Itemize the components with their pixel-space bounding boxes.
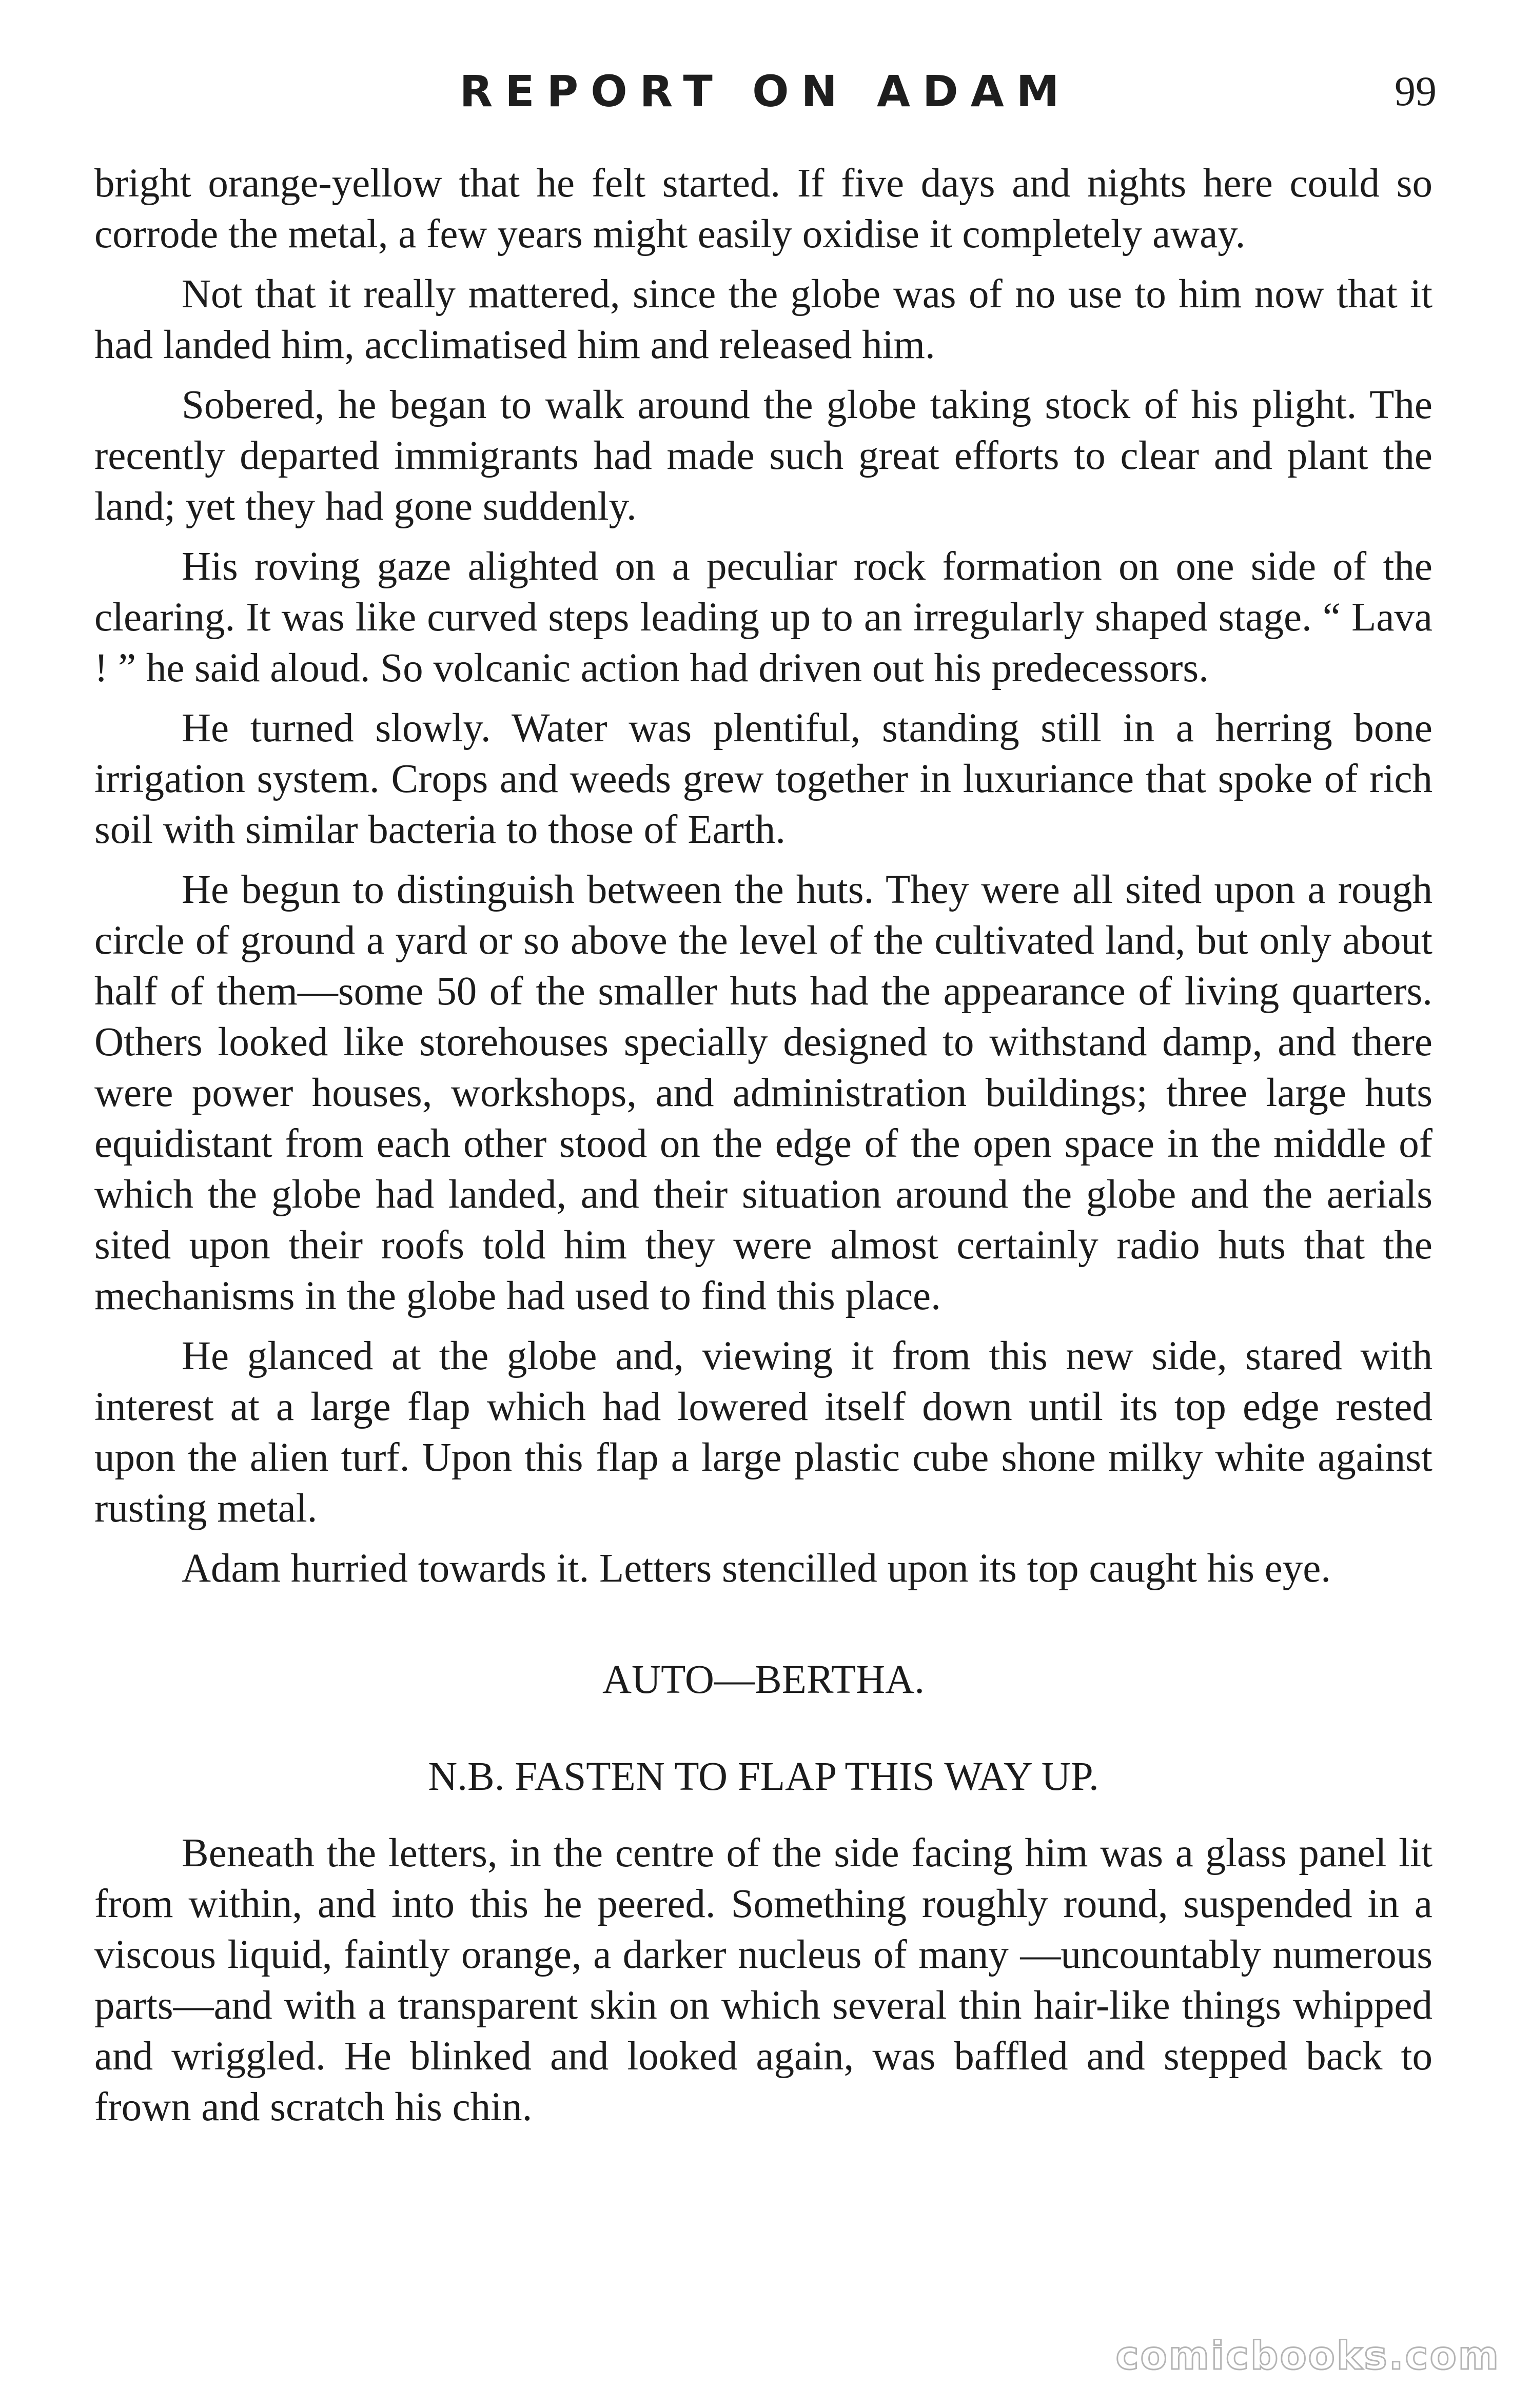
paragraph: His roving gaze alighted on a peculiar rock formation on one side of the clearing. It was like curved steps leading up to an irregularly shaped stage. “ Lava ! ” he said aloud. So volcanic action had driven out his predecessors. <box>94 544 1432 690</box>
watermark-logo: comicbooks.com <box>1115 2333 1500 2378</box>
paragraph: Not that it really mattered, since the globe was of no use to him now that it had landed him, acclimatised him and released him. <box>94 272 1432 367</box>
running-head <box>94 61 1437 122</box>
paragraph: He glanced at the globe and, viewing it from this new side, stared with interest at a large flap which had lowered itself down until its top edge rested upon the alien turf. Upon this flap a large plastic cube shone milky white against rusting metal. <box>94 1334 1432 1531</box>
paragraph: He begun to distinguish between the huts. They were all sited upon a rough circle of ground a yard or so above the level of the cultivated land, but only about half of them—some 50 of the smaller huts had the appearance of living quarters. Others looked like storehouses specially designed to withstand damp, and there were power houses, workshops, and administration buildings; three large huts equidistant from each other stood on the edge of the open space in the middle of which the globe had landed, and their situation around the globe and the aerials sited upon their roofs told him they were almost certainly radio huts that the mechanisms in the globe had used to find this place. <box>94 867 1432 1318</box>
paragraph: He turned slowly. Water was plentiful, standing still in a herring bone irrigation system. Crops and weeds grew together in luxuriance that spoke of rich soil with similar bacteria to those of Earth. <box>94 706 1432 852</box>
paragraph: Beneath the letters, in the centre of the side facing him was a glass panel lit from within, and into this he peered. Something roughly round, suspended in a viscous liquid, faintly orange, a darker nucleus of many —uncountably numerous parts—and with a transparent skin on which several thin hair-like things whipped and wriggled. He blinked and looked again, was baffled and stepped back to frown and scratch his chin. <box>94 1831 1432 2129</box>
stencil-note: N.B. FASTEN TO FLAP THIS WAY UP. <box>428 1754 1099 1799</box>
paragraph: bright orange-yellow that he felt started. If five days and nights here could so corrode the metal, a few years might easily oxidise it completely away. <box>94 161 1432 256</box>
paragraph: Sobered, he began to walk around the globe taking stock of his plight. The recently departed immigrants had made such great efforts to clear and plant the land; yet they had gone suddenly. <box>94 383 1432 529</box>
stencil-heading: AUTO—BERTHA. <box>602 1657 925 1702</box>
page-number: 99 <box>1395 68 1437 114</box>
body-text <box>94 158 1432 2142</box>
paragraph: Adam hurried towards it. Letters stencilled upon its top caught his eye. <box>182 1546 1331 1591</box>
running-title: REPORT ON ADAM <box>459 66 1072 116</box>
